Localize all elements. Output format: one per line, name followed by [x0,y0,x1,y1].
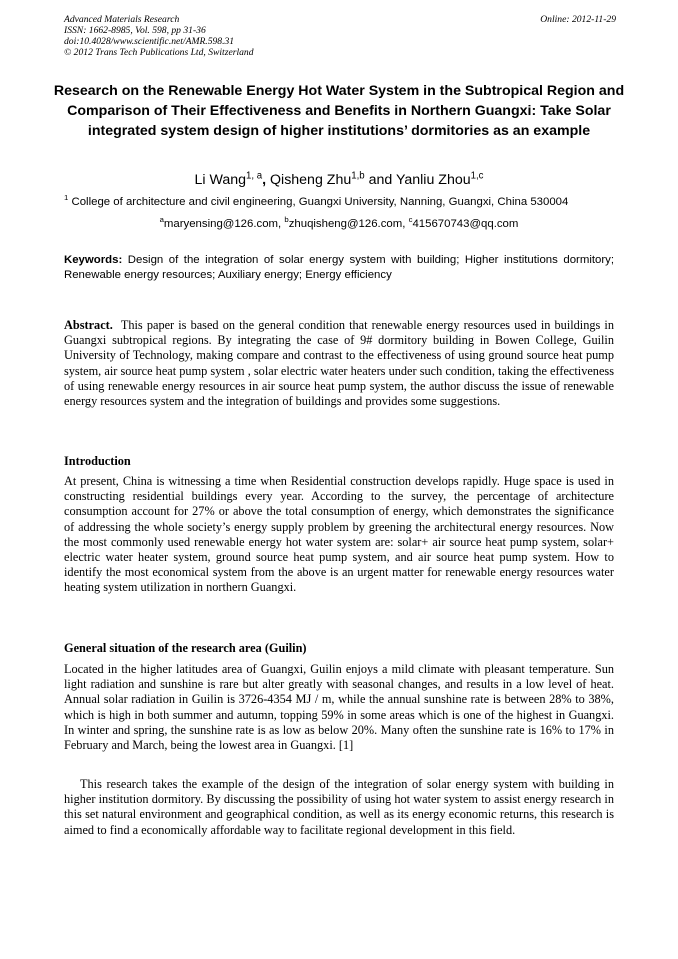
journal-name: Advanced Materials Research [64,14,180,25]
email-address: maryensing@126.com [163,218,279,230]
abstract-text: This paper is based on the general condition that renewable energy resources used in buildings in Guangxi subtropical regions. By integrating the case of 9# dormitory building in Bowen College, Guilin University of Technology, making compare and contrast to the effectiveness of using ground source heat pump system, air source heat pump system , solar electric water heaters under such condition, taking the effectiveness of using renewable energy resources in air source heat pump system, the author discuss the issue of renewable energy resources system and the integration of buildings and provides some suggestions. [64,318,614,409]
doi-line: doi:10.4028/www.scientific.net/AMR.598.31 [64,36,235,47]
keywords-text: Design of the integration of solar energy system with building; Higher institutions dormitory; Renewable energy resources; Auxiliary energy; Energy efficiency [64,254,614,281]
email-separator: , [278,218,285,230]
author-separator: , [262,172,270,188]
email-address: 415670743@qq.com [412,218,519,230]
email-superscript: a [159,215,164,225]
paper-title: Research on the Renewable Energy Hot Water System in the Subtropical Region and Comparison of Their Effectiveness and Benefits in Northern Guangxi: Take Solar integrated system design of higher institutions’ dormitories as an example [53,83,625,139]
introduction-heading: Introduction [64,454,131,468]
online-date: Online: 2012-11-29 [540,14,616,25]
introduction-paragraph: At present, China is witnessing a time when Residential construction develops rapidly. Huge space is used in constructing residential buildings every year. According to the survey, the percentage of architecture consumption account for 27% or above the total consumption of energy, which demonstrates the significance of addressing the whole society’s energy supply problem by greening the architectural energy resources. Now the most commonly used renewable energy hot water system are: solar+ air source heat pump system, solar+ electric water heater system, ground source heat pump system, and air source heat pump system. How to identify the most economical system from the above is an urgent matter for renewable energy resources water heating system utilization in northern Guangxi. [64,474,614,595]
email-superscript: c [408,215,413,225]
author-name: Qisheng Zhu [270,172,352,188]
affiliation-text: College of architecture and civil engineering, Guangxi University, Nanning, Guangxi, China 530004 [71,196,569,208]
author-separator: and [364,172,396,188]
affiliation-superscript: 1 [64,193,69,203]
author-name: Li Wang [194,172,247,188]
email-separator: , [402,218,409,230]
author-superscript: 1,b [351,170,365,182]
issn-line: ISSN: 1662-8985, Vol. 598, pp 31-36 [64,25,206,36]
general-situation-paragraph-2: This research takes the example of the design of the integration of solar energy system with building in higher institution dormitory. By discussing the possibility of using hot water system to assist energy research in this set natural environment and geographical condition, as well as its energy economic returns, this research is aimed to find a economically affordable way to facilitate regional development in this field. [64,777,614,837]
author-name: Yanliu Zhou [395,172,471,188]
abstract-block [64,318,614,409]
author-superscript: 1, a [246,170,263,182]
journal-header [64,14,616,58]
keywords-block [64,253,614,283]
affiliation [64,195,634,209]
email-address: zhuqisheng@126.com [288,218,403,230]
keywords-label: Keywords: [64,254,123,266]
copyright-line: © 2012 Trans Tech Publications Ltd, Switzerland [64,47,254,58]
author-list [40,170,638,190]
general-situation-paragraph-1: Located in the higher latitudes area of Guangxi, Guilin enjoys a mild climate with pleasant temperature. Sun light radiation and sunshine is rare but alter greatly with seasonal changes, and results in a low level of heat. Annual solar radiation in Guilin is 3726-4354 MJ / m, while the annual sunshine rate is between 28% to 38%, which is high in both summer and autumn, topping 59% in some areas which is one of the highest in Guangxi. In winter and spring, the sunshine rate is as low as below 20%. Many often the sunshine rate is 16% to 17% in February and March, being the lowest area in Guangxi. [1] [64,662,614,753]
author-superscript: 1,c [470,170,484,182]
abstract-label: Abstract. [64,318,113,332]
email-superscript: b [284,215,289,225]
general-situation-heading: General situation of the research area (Guilin) [64,641,307,655]
email-list [40,217,638,231]
